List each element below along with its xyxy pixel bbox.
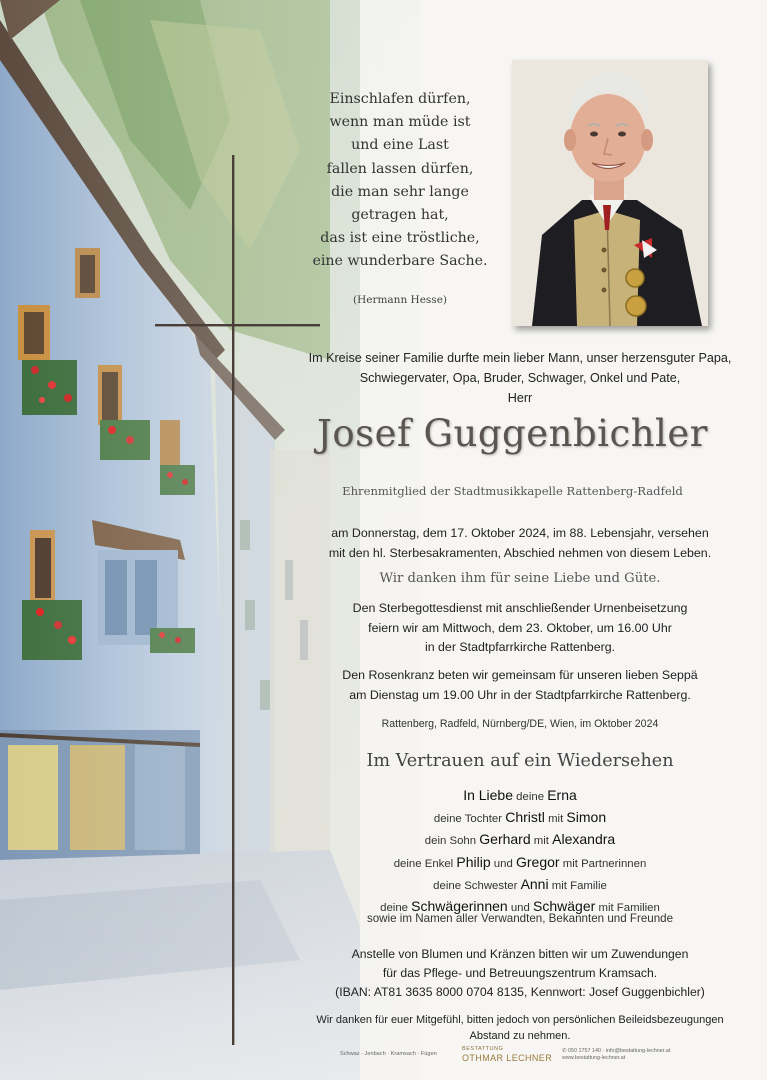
family-text: mit Partnerinnen: [559, 857, 647, 870]
poem-line: fallen lassen dürfen,: [326, 160, 474, 177]
family-text: mit: [544, 813, 567, 826]
logo-name: OTHMAR LECHNER: [462, 1053, 553, 1063]
death-notice: [300, 523, 740, 563]
closing-note: [300, 1012, 740, 1044]
family-member-name: Christl: [505, 809, 545, 826]
death-line: mit den hl. Sterbesakramenten, Abschied nehmen von diesem Leben.: [328, 546, 712, 560]
thanks-line: Wir danken ihm für seine Liebe und Güte.: [379, 571, 661, 586]
service-line: in der Stadtpfarrkirche Rattenberg.: [424, 640, 616, 655]
donation-line: Anstelle von Blumen und Kränzen bitten wir um Zuwendungen: [351, 947, 689, 961]
poem-line: wenn man müde ist: [329, 114, 471, 131]
intro-line: Herr: [507, 391, 533, 405]
family-member-name: Schwäger: [533, 898, 596, 915]
family-member-name: Simon: [566, 809, 607, 826]
intro-line: Im Kreise seiner Familie durfte mein lieber Mann, unser herzensguter Papa,: [308, 351, 732, 365]
relatives-line: sowie im Namen aller Verwandten, Bekannten und Freunde: [366, 912, 674, 925]
family-member-name: Schwägerinnen: [411, 898, 508, 915]
cross-icon: [150, 150, 325, 1050]
donation-notice: [300, 945, 740, 1003]
rosary-notice: [300, 666, 740, 705]
poem-line: das ist eine tröstliche,: [320, 230, 480, 247]
donation-line: (IBAN: AT81 3635 8000 0704 8135, Kennwort: Josef Guggenbichler): [335, 985, 705, 1000]
closing-line: Wir danken für euer Mitgefühl, bitten jedoch von persönlichen Beileidsbezeugungen: [316, 1014, 724, 1026]
honorary-title: Ehrenmitglied der Stadtmusikkapelle Rattenberg-Radfeld: [342, 484, 683, 498]
family-text: mit Familie: [548, 879, 607, 892]
portrait-image: [512, 60, 708, 326]
family-text: mit Familien: [595, 902, 660, 915]
service-line: Den Sterbegottesdienst mit anschließender Urnenbeisetzung: [352, 601, 688, 615]
family-text: dein Sohn: [424, 835, 480, 848]
intro-line: Schwiegervater, Opa, Bruder, Schwager, Onkel und Pate,: [359, 371, 681, 385]
family-member-name: Gerhard: [479, 831, 531, 848]
poem-author: (Hermann Hesse): [352, 294, 448, 306]
contact-website: www.bestattung-lechner.at: [562, 1055, 626, 1061]
family-member-name: Gregor: [515, 853, 560, 870]
closing-line: Abstand zu nehmen.: [469, 1030, 571, 1042]
poem-line: getragen hat,: [351, 207, 449, 224]
family-member-name: Philip: [456, 853, 491, 870]
donation-line: für das Pflege- und Betreuungszentrum Kramsach.: [382, 966, 658, 981]
reunion-heading: Im Vertrauen auf ein Wiedersehen: [366, 751, 674, 771]
family-text: und: [490, 857, 516, 870]
deceased-name: Josef Guggenbichler: [317, 412, 708, 455]
portrait-photo: [512, 60, 708, 326]
footer-towns: Schwaz · Jenbach · Kramsach · Fügen: [340, 1051, 437, 1057]
poem-line: Einschlafen dürfen,: [329, 91, 471, 107]
family-text: deine Tochter: [433, 813, 506, 826]
family-text: deine Enkel: [393, 857, 457, 870]
family-text: deine: [513, 791, 548, 803]
poem-line: eine wunderbare Sache.: [312, 253, 488, 270]
family-text: deine: [380, 902, 412, 915]
funeral-home-footer: [340, 1046, 700, 1064]
rosary-line: Den Rosenkranz beten wir gemeinsam für unseren lieben Seppä: [342, 668, 698, 682]
family-text: deine Schwester: [433, 879, 521, 892]
family-text: mit: [530, 835, 553, 848]
family-row: [300, 807, 740, 829]
rosary-line: am Dienstag um 19.00 Uhr in der Stadtpfarrkirche Rattenberg.: [349, 687, 691, 702]
footer-contact: [562, 1048, 670, 1062]
family-member-name: Erna: [547, 787, 577, 803]
funeral-service: [300, 599, 740, 658]
poem-line: und eine Last: [351, 137, 449, 154]
family-member-name: Alexandra: [552, 831, 616, 848]
family-row: [300, 785, 740, 807]
place-date: Rattenberg, Radfeld, Nürnberg/DE, Wien, im Oktober 2024: [381, 718, 659, 730]
logo-top: BESTATTUNG: [462, 1046, 504, 1052]
family-list: [300, 785, 740, 918]
poem: [300, 88, 500, 274]
family-text: In Liebe: [463, 787, 514, 803]
death-line: am Donnerstag, dem 17. Oktober 2024, im 88. Lebensjahr, versehen: [331, 526, 709, 540]
funeral-home-logo: [462, 1046, 552, 1063]
family-row: [300, 852, 740, 874]
service-line: feiern wir am Mittwoch, dem 23. Oktober, um 16.00 Uhr: [368, 620, 672, 635]
contact-line: ✆ 050 1757 140 · info@bestattung-lechner.at: [562, 1048, 671, 1054]
intro-text: [300, 348, 740, 408]
poem-line: die man sehr lange: [331, 183, 469, 200]
family-text: und: [507, 902, 534, 915]
family-member-name: Anni: [520, 875, 549, 892]
family-row: [300, 874, 740, 896]
family-row: [300, 829, 740, 851]
